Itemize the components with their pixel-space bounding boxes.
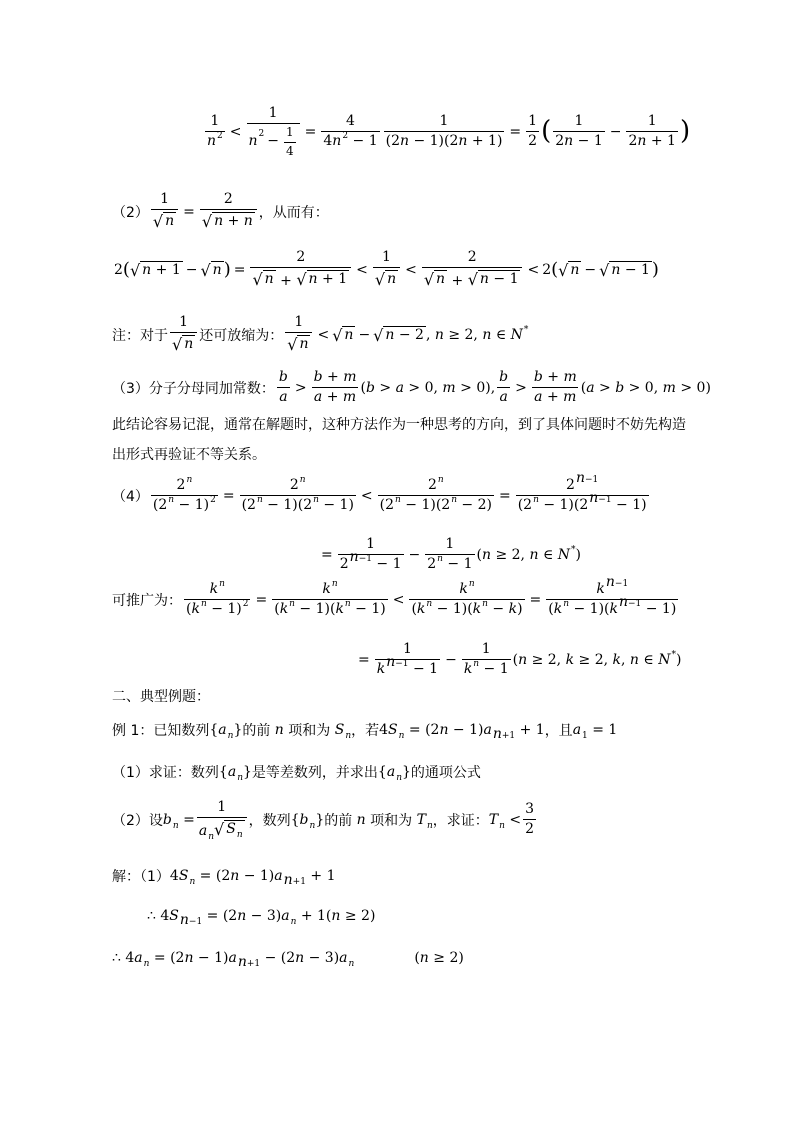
question-text: 项和为: [370, 812, 413, 829]
question-text: ，求证：: [432, 812, 489, 829]
item-2-label: （2）: [112, 204, 149, 221]
formula-line-3: 2 ( √ n + 1 − √ n ) = 2 √ n + √ n + 1 < 1 √ n < 2 √ n + √ n − 1 < 2 ( √ n − √ n − 1 ): [114, 249, 659, 290]
note-text: 还可放缩为：: [199, 327, 284, 344]
note-line: 注：对于 1 √ n 还可放缩为： 1 √ n < √ n − √ n − 2 , n ≥ 2, n ∈ N*: [112, 314, 529, 355]
question-text: （2）设: [112, 812, 163, 829]
solution-line-2: ∴ $4S_{n-1} = (2n - 3)a_n + 1(n \ge 2)$: [147, 908, 376, 928]
general-line-2: = $\frac{1}{k^{n-1} - 1}$ − $\frac{1}{k^n - 1}$ (n ≥ 2, k ≥ 2, k, n ∈ N*): [358, 641, 682, 678]
remark-paragraph: 此结论容易记混，通常在解题时，这种方法作为一种思考的方向，到了具体问题时不妨先构造出形式再验证不等关系。: [112, 417, 686, 463]
question-text: 是等差数列，并求出: [251, 765, 378, 781]
example-text: 例 1：已知数列: [112, 723, 210, 739]
formula-line-1: $\frac{1}{n^2}$ < 1 n 2 − $\frac{1}{4}$ = $\frac{4}{4n^2 - 1}$ $\frac{1}{(2n - 1)(2n + 1)}$ = $\frac{1}{2}$ ( $\frac{1}{2n - 1}$ − $\frac{1}{2n + 1}$ ): [207, 105, 691, 158]
item-4-line-2: = $\frac{1}{2^{n-1} - 1}$ − $\frac{1}{2^n - 1}$ (n ≥ 2, n ∈ N*): [321, 536, 581, 573]
example-text: ，且: [544, 723, 573, 739]
frac: $\frac{1}{n^2}$: [207, 112, 223, 150]
item-2-text: ，从而有：: [258, 204, 329, 221]
item-3-label: （3）分子分母同加常数：: [112, 380, 275, 397]
example-text: 项和为: [288, 723, 331, 739]
example-text: 的前: [242, 723, 271, 739]
general-line: 可推广为： $\frac{k^n}{(k^n - 1)^2}$ = $\frac{k^n}{(k^n - 1)(k^n - 1)}$ < $\frac{k^n}{(k^n - 1)(k^n - k)}$ = $\frac{k^{n-1}}{(k^n - 1)(k^{n-1} - 1)}$: [112, 574, 677, 618]
note-label: 注：对于: [112, 327, 168, 344]
question-2-line: （2）设 $b_n$ = 1 $a_n$ √ $S_n$ ，数列 $\{b_n\}$ 的前 n 项和为 $T_n$ ，求证： $T_n$ < $\frac{3}{2}$: [112, 799, 534, 843]
item-4-line: （4） $\frac{2^n}{(2^n - 1)^2}$ = $\frac{2^n}{(2^n - 1)(2^n - 1)}$ < $\frac{2^n}{(2^n - 1)(2^n - 2)}$ = $\frac{2^{n-1}}{(2^n - 1)(2^{n-1} - 1)}$: [112, 470, 647, 514]
question-text: 的前: [324, 812, 353, 829]
item-4-label: （4）: [112, 488, 149, 505]
item-3-line: （3）分子分母同加常数： $\frac{b}{a}$ > $\frac{b + m}{a + m}$ (b > a > 0, m > 0), $\frac{b}{a}$ > $\frac{b + m}{a + m}$ (a > b > 0, m > 0): [112, 369, 711, 406]
therefore-symbol: ∴: [112, 950, 121, 966]
section-heading: 二、典型例题：: [112, 689, 210, 705]
solution-label: 解：（1）: [112, 869, 170, 885]
question-text: 的通项公式: [410, 765, 481, 781]
example-text: ，若: [351, 723, 380, 739]
question-text: ，数列: [248, 812, 291, 829]
therefore-symbol: ∴: [147, 908, 156, 924]
question-1-line: （1）求证：数列 $\{a_n\}$ 是等差数列，并求出 $\{a_n\}$ 的通项公式: [112, 764, 481, 783]
solution-line-3: ∴ $4a_n = (2n - 1)a_{n+1} - (2n - 3)a_n$ (n ≥ 2): [112, 950, 464, 970]
example-1-line: 例 1：已知数列 $\{a_n\}$ 的前 n 项和为 $S_n$ ，若 $4S_n = (2n - 1)a_{n+1} + 1$ ，且 $a_1 = 1$: [112, 722, 618, 742]
general-label: 可推广为：: [112, 592, 182, 609]
solution-line-1: 解：（1） $4S_n = (2n - 1)a_{n+1} + 1$: [112, 868, 336, 888]
question-text: （1）求证：数列: [112, 765, 219, 781]
formula-line-2: （2） 1 √ n = 2 √ n + n ，从而有：: [112, 191, 329, 232]
